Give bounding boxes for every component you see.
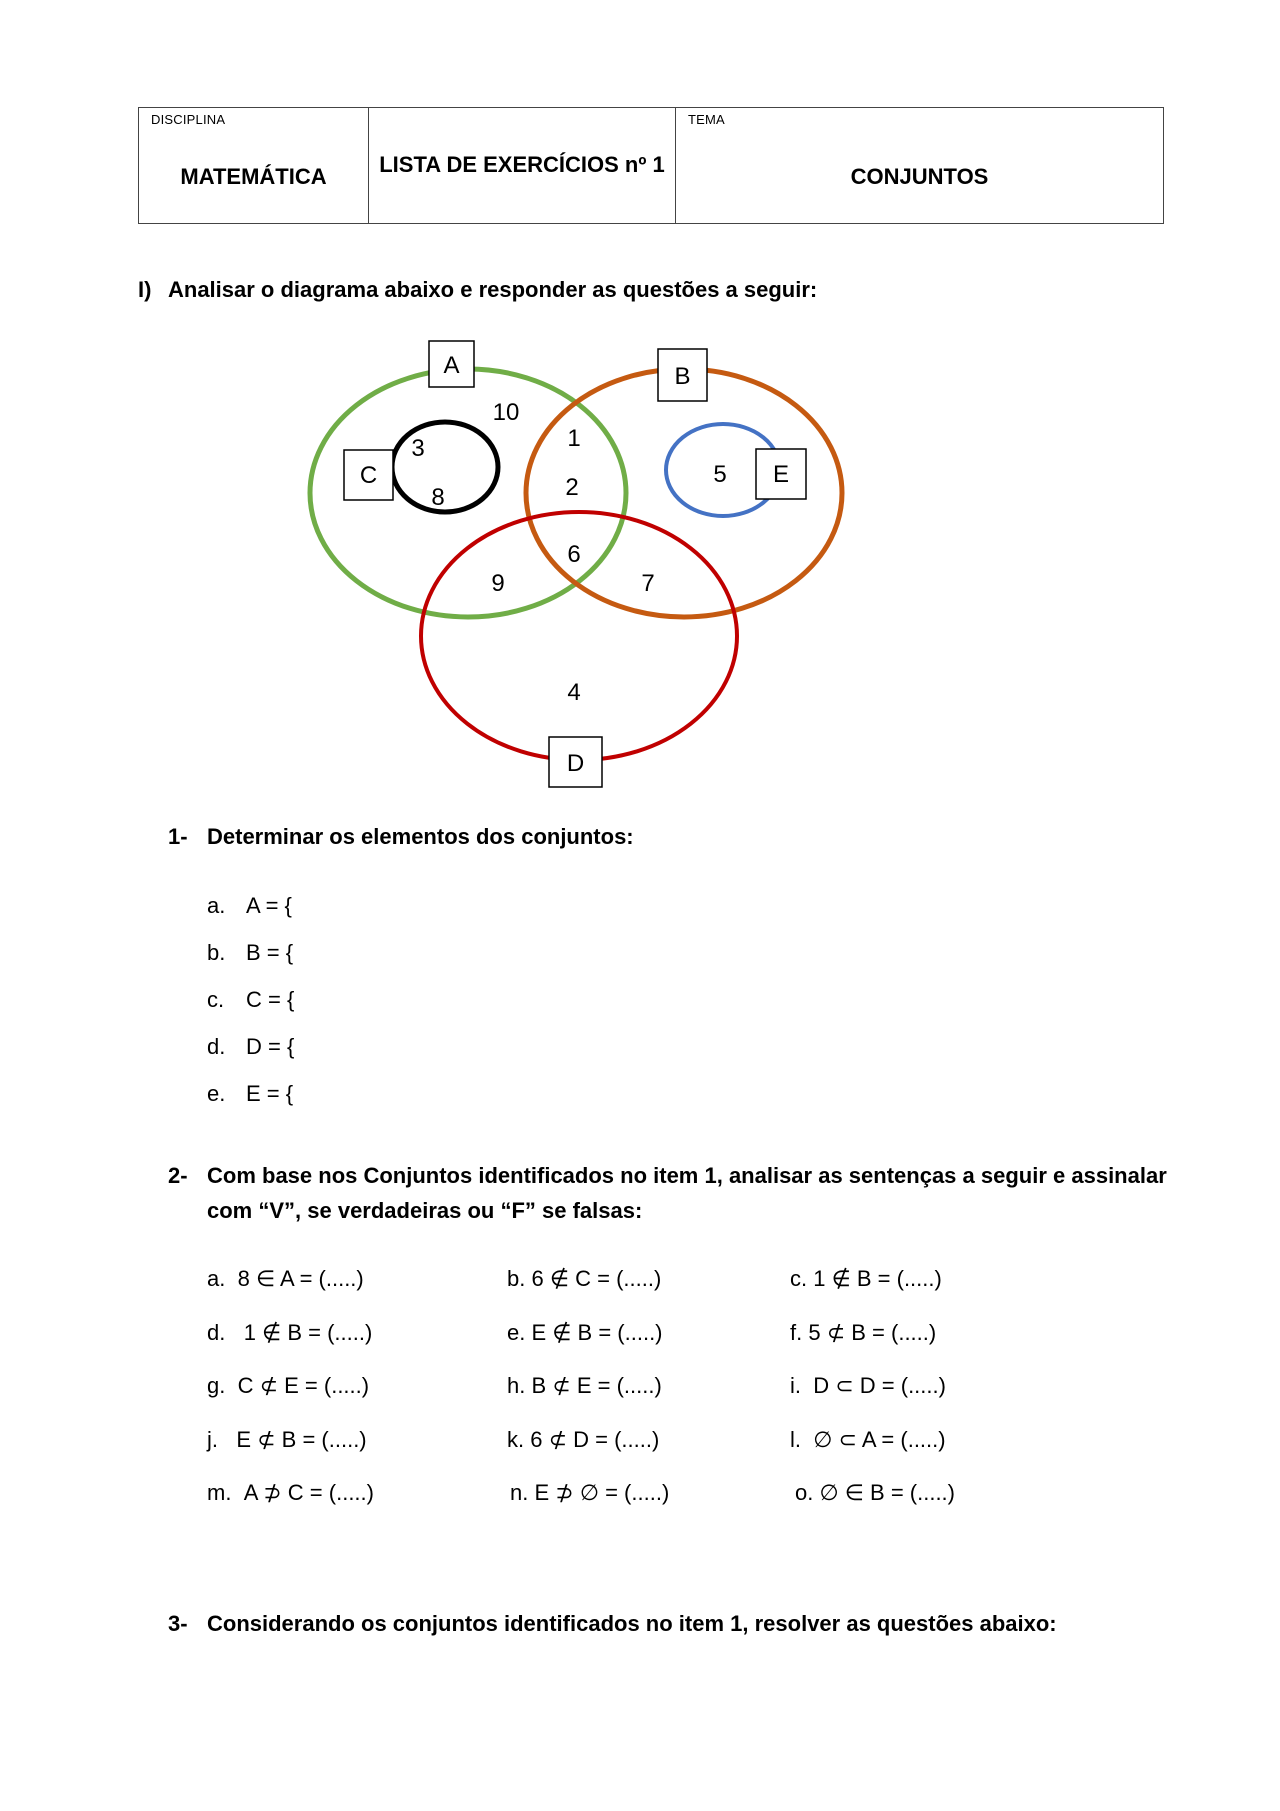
element-2: 2: [565, 474, 579, 501]
q1-item-text: B = {: [246, 940, 294, 965]
q1-item-text: A = {: [246, 893, 292, 918]
statement-c: c. 1 ∉ B = (.....): [790, 1266, 942, 1291]
statement-e: e. E ∉ B = (.....): [507, 1320, 663, 1345]
label-box-b: [658, 349, 707, 401]
element-3: 3: [411, 435, 425, 462]
theme-name: CONJUNTOS: [850, 164, 989, 189]
q1-text: Determinar os elementos dos conjuntos:: [207, 824, 634, 849]
element-6: 6: [567, 541, 581, 568]
q1-item-letter: a.: [207, 893, 226, 918]
section-title: Analisar o diagrama abaixo e responder as questões a seguir:: [168, 277, 818, 302]
element-7: 7: [641, 570, 655, 597]
element-10: 10: [492, 399, 520, 426]
statement-h: h. B ⊄ E = (.....): [507, 1373, 662, 1398]
q1-item-letter: d.: [207, 1034, 226, 1059]
statement-d: d. 1 ∉ B = (.....): [207, 1320, 373, 1345]
q3-number: 3-: [168, 1611, 188, 1636]
label-box-d: [549, 737, 602, 787]
statement-b: b. 6 ∉ C = (.....): [507, 1266, 662, 1291]
statement-a: a. 8 ∈ A = (.....): [207, 1266, 364, 1291]
element-8: 8: [431, 484, 445, 511]
set-c-circle: [392, 422, 498, 512]
set-e-label: E: [772, 461, 790, 488]
set-b-label: B: [674, 363, 691, 390]
q2-line-1: Com base nos Conjuntos identificados no item 1, analisar as sentenças a seguir e assinalar: [207, 1163, 1167, 1188]
q1-item-letter: e.: [207, 1081, 226, 1106]
section-number: I): [138, 277, 152, 302]
q1-item-text: E = {: [246, 1081, 294, 1106]
statement-o: o. ∅ ∈ B = (.....): [795, 1480, 955, 1505]
statement-f: f. 5 ⊄ B = (.....): [790, 1320, 937, 1345]
element-4: 4: [567, 679, 581, 706]
statement-k: k. 6 ⊄ D = (.....): [507, 1427, 660, 1452]
element-9: 9: [491, 570, 505, 597]
q2-line-2: com “V”, se verdadeiras ou “F” se falsas:: [207, 1198, 643, 1223]
q1-number: 1-: [168, 824, 188, 849]
set-a-label: A: [443, 352, 460, 379]
q1-item-letter: b.: [207, 940, 226, 965]
label-box-e: [756, 449, 806, 499]
statement-j: j. E ⊄ B = (.....): [207, 1427, 367, 1452]
venn-diagram: [0, 0, 1280, 820]
q1-item-text: D = {: [246, 1034, 295, 1059]
statement-g: g. C ⊄ E = (.....): [207, 1373, 370, 1398]
list-title: LISTA DE EXERCÍCIOS nº 1: [379, 152, 665, 177]
discipline-name: MATEMÁTICA: [180, 164, 327, 189]
set-d-label: D: [566, 750, 585, 777]
q3-text: Considerando os conjuntos identificados no item 1, resolver as questões abaixo:: [207, 1611, 1057, 1636]
q2-text: [207, 1158, 1167, 1228]
statement-i: i. D ⊂ D = (.....): [790, 1373, 946, 1398]
q1-item-text: C = {: [246, 987, 295, 1012]
set-c-label: C: [359, 462, 378, 489]
discipline-label: DISCIPLINA: [151, 112, 226, 127]
label-box-c: [344, 450, 393, 500]
element-1: 1: [567, 425, 581, 452]
statement-l: l. ∅ ⊂ A = (.....): [790, 1427, 946, 1452]
theme-label: TEMA: [688, 112, 725, 127]
q1-item-letter: c.: [207, 987, 225, 1012]
label-box-a: [429, 341, 474, 387]
statement-n: n. E ⊅ ∅ = (.....): [510, 1480, 670, 1505]
q2-number: 2-: [168, 1163, 188, 1188]
element-5: 5: [713, 461, 727, 488]
statement-m: m. A ⊅ C = (.....): [207, 1480, 374, 1505]
